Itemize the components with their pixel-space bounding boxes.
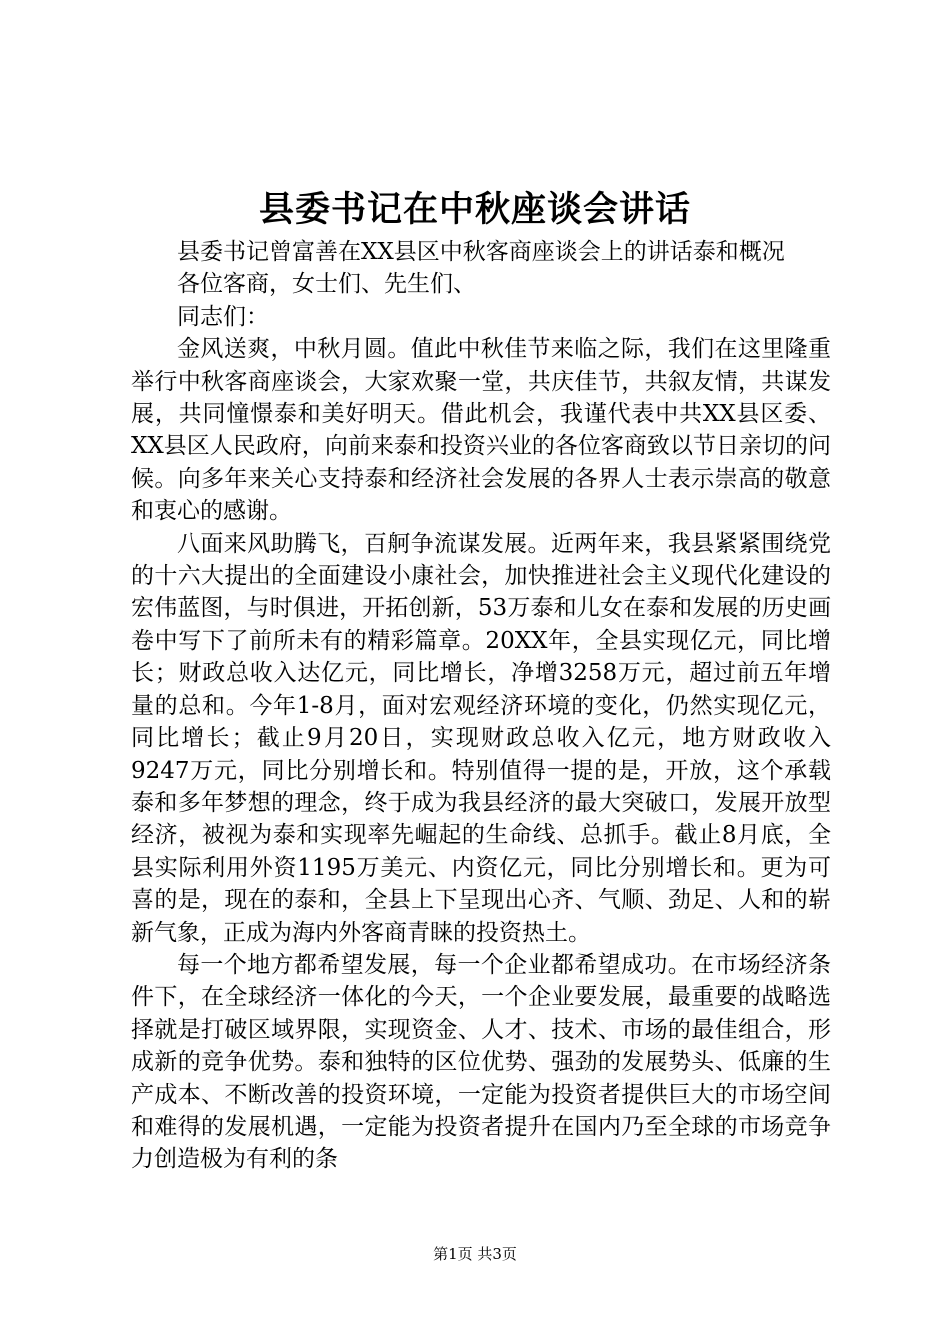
page-number-footer: 第1页 共3页 bbox=[433, 1245, 517, 1263]
document-body bbox=[131, 236, 831, 1176]
paragraph-salutation: 各位客商，女士们、先生们、 bbox=[177, 271, 476, 298]
paragraph-development: 八面来风助腾飞，百舸争流谋发展。近两年来，我县紧紧围绕党的十六大提出的全面建设小康社会，加快推进社会主义现代化建设的宏伟蓝图，与时俱进，开拓创新，53万泰和儿女在泰和发展的历史画卷中写下了前所未有的精彩篇章。20XX年，全县实现亿元，同比增长；财政总收入达亿元，同比增长，净增3258万元，超过前五年增量的总和。今年1-8月，面对宏观经济环境的变化，仍然实现亿元，同比增长；截止9月20日，实现财政总收入亿元，地方财政收入9247万元，同比分别增长和。特别值得一提的是，开放，这个承载泰和多年梦想的理念，终于成为我县经济的最大突破口，发展开放型经济，被视为泰和实现率先崛起的生命线、总抓手。截止8月底，全县实际利用外资1195万美元、内资亿元，同比分别增长和。更为可喜的是，现在的泰和，全县上下呈现出心齐、气顺、劲足、人和的崭新气象，正成为海内外客商青睐的投资热土。 bbox=[131, 530, 831, 946]
document-title: 县委书记在中秋座谈会讲话 bbox=[258, 189, 691, 230]
paragraph-intro: 县委书记曾富善在XX县区中秋客商座谈会上的讲话泰和概况 bbox=[177, 239, 785, 265]
paragraph-greeting: 金风送爽，中秋月圆。值此中秋佳节来临之际，我们在这里隆重举行中秋客商座谈会，大家欢聚一堂，共庆佳节，共叙友情，共谋发展，共同憧憬泰和美好明天。借此机会，我谨代表中共XX县区委、XX县区人民政府，向前来泰和投资兴业的各位客商致以节日亲切的问候。向多年来关心支持泰和经济社会发展的各界人士表示崇高的敬意和衷心的感谢。 bbox=[131, 336, 831, 525]
paragraph-investment: 每一个地方都希望发展，每一个企业都希望成功。在市场经济条件下，在全球经济一体化的今天，一个企业要发展，最重要的战略选择就是打破区域界限，实现资金、人才、技术、市场的最佳组合，形成新的竞争优势。泰和独特的区位优势、强劲的发展势头、低廉的生产成本、不断改善的投资环境，一定能为投资者提供巨大的市场空间和难得的发展机遇，一定能为投资者提升在国内乃至全球的市场竞争力创造极为有利的条 bbox=[131, 951, 831, 1173]
paragraph-comrades: 同志们： bbox=[177, 303, 269, 330]
